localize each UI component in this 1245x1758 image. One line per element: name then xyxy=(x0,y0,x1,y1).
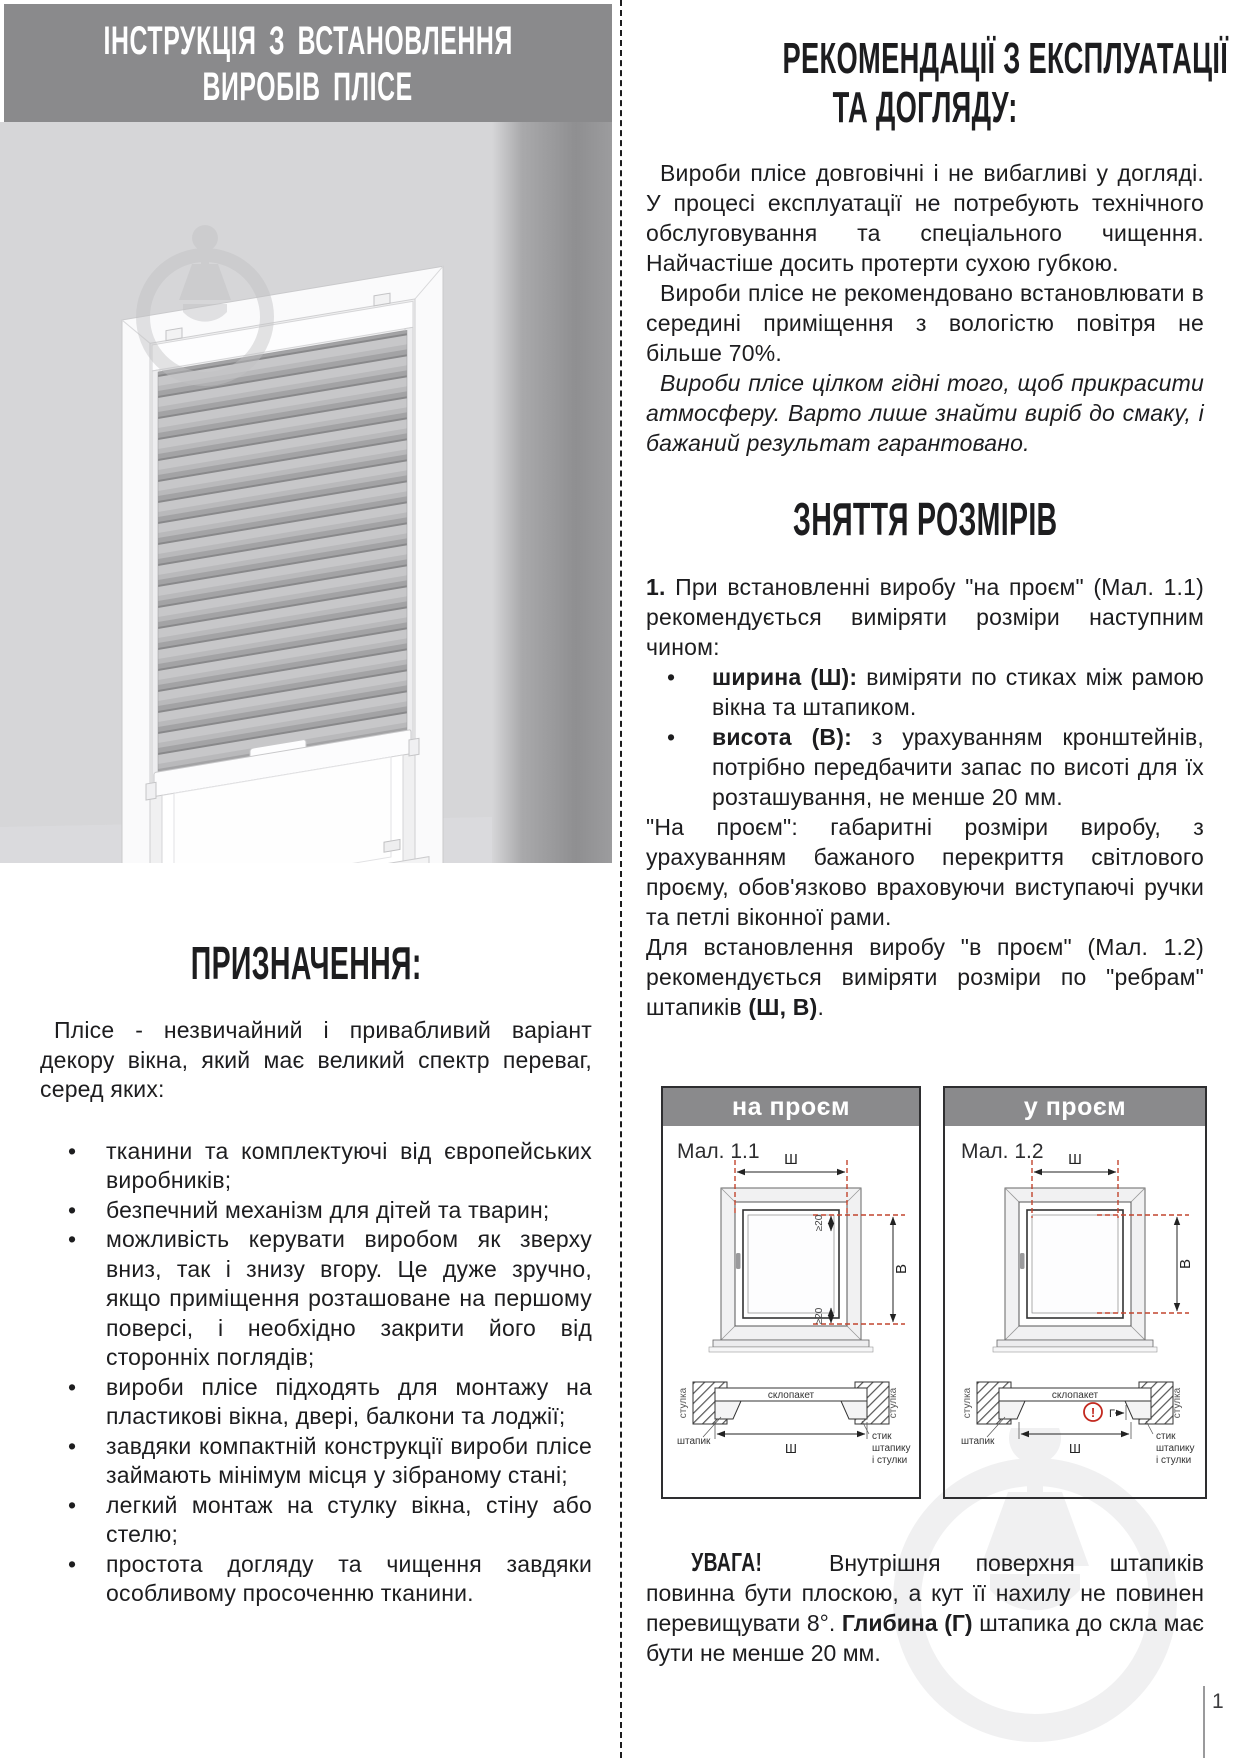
min20-label: ≥20 xyxy=(814,1307,825,1325)
v-proem-bold: (Ш, В) xyxy=(748,994,818,1020)
measuring-heading: ЗНЯТТЯ РОЗМІРІВ xyxy=(792,493,1058,545)
joint-label: штапику xyxy=(1156,1443,1195,1454)
width-dim-label: Ш xyxy=(1068,1151,1082,1168)
sash-hardware xyxy=(384,839,400,852)
care-heading: РЕКОМЕНДАЦІЇ З ЕКСПЛУАТАЦІЇ ТА ДОГЛЯДУ: xyxy=(782,34,1229,132)
list-item: • вироби плісе підходять для монтажу на пластикові вікна, двері, балкони та лоджії; xyxy=(40,1373,592,1432)
sash-label: стулка xyxy=(678,1387,689,1419)
list-item: • простота догляду та чищення завдяки особливому просоченню тканини. xyxy=(40,1550,592,1609)
diagram-1-header: на проєм xyxy=(663,1088,919,1126)
height-dim-label: В xyxy=(893,1263,910,1275)
care-paragraph-3: Вироби плісе цілком гідні того, щоб прикрасити атмосферу. Варто лише знайти виріб до смаку, і бажаний результат гарантовано. xyxy=(646,370,1204,456)
right-column-text xyxy=(646,34,1229,1022)
column-divider-dashed-line xyxy=(620,0,622,1758)
care-paragraph-1: Вироби плісе довговічні і не вибагливі у догляді. У процесі експлуатації не потребують технічного обслуговування та спеціального чищення. Найчастіше досить протерти сухою губкою. xyxy=(646,160,1204,276)
list-item: • легкий монтаж на стулку вікна, стіну або стелю; xyxy=(40,1491,592,1550)
width-dim-label: Ш xyxy=(784,1151,798,1168)
sash-label: стулка xyxy=(962,1387,973,1419)
diagram-na-proem xyxy=(661,1086,921,1499)
window-front-view xyxy=(709,1188,873,1352)
bead-label: штапик xyxy=(961,1436,995,1447)
list-item xyxy=(646,722,1204,812)
figure-label: Мал. 1.2 xyxy=(961,1140,1044,1163)
window-with-blind xyxy=(122,266,443,863)
v-proem-paragraph xyxy=(646,932,1204,1022)
glazing-label: склопакет xyxy=(1051,1390,1099,1401)
step-number: 1. xyxy=(646,574,666,600)
figure-1-2-drawing xyxy=(945,1126,1205,1493)
bead-label: штапик xyxy=(677,1436,711,1447)
care-paragraph-2: Вироби плісе не рекомендовано встановлювати в середині приміщення з вологістю повітря не більше 70%. xyxy=(646,280,1204,366)
measuring-step-1 xyxy=(646,572,1204,662)
pleated-blind-photo xyxy=(0,122,612,863)
width-text: виміряти по стиках між рамою вікна та штапиком. xyxy=(712,664,1204,720)
list-item: • тканини та комплектуючі від європейських виробників; xyxy=(40,1137,592,1196)
depth-dim-label: Г xyxy=(1109,1408,1115,1420)
left-header-title-line2: ВИРОБІВ ПЛІСЕ xyxy=(202,65,414,109)
joint-label: стик xyxy=(1156,1431,1176,1442)
width-dim-label: Ш xyxy=(785,1441,797,1456)
width-label: ширина (Ш): xyxy=(712,664,858,690)
sash-label: стулка xyxy=(888,1387,899,1419)
wall-corner-shadow xyxy=(492,122,612,863)
min20-label: ≥20 xyxy=(814,1214,825,1232)
mounting-bracket-right xyxy=(374,293,390,306)
left-header-banner xyxy=(4,4,612,124)
cross-section xyxy=(961,1382,1195,1466)
mounting-bracket-left xyxy=(166,328,182,341)
list-item xyxy=(646,662,1204,722)
attention-label: УВАГА! xyxy=(691,1547,763,1577)
joint-label: і стулки xyxy=(1156,1455,1192,1466)
list-item: • можливість керувати виробом як зверху вниз, так і знизу вгору. Це дуже зручно, якщо приміщення розташоване на першому поверсі, і необхідно закрити його від сторонніх поглядів; xyxy=(40,1225,592,1373)
attention-text-2: штапика до скла має бути не менше 20 мм. xyxy=(646,1610,1204,1666)
sash-label: стулка xyxy=(1172,1387,1183,1419)
joint-label: стик xyxy=(872,1431,892,1442)
na-proem-paragraph: "На проєм": габаритні розміри виробу, з урахуванням бажаного перекриття світлового проєму, обов'язково враховуючи виступаючі ручки та петлі віконної рами. xyxy=(646,814,1204,930)
cross-section xyxy=(677,1382,911,1466)
measuring-bullet-list xyxy=(646,662,1204,812)
purpose-bullet-list xyxy=(40,1137,592,1609)
window-front-view xyxy=(993,1188,1157,1352)
height-label: висота (В): xyxy=(712,724,852,750)
width-dim-label: Ш xyxy=(1069,1441,1081,1456)
attention-bold: Глибина (Г) xyxy=(841,1610,973,1636)
window-handle xyxy=(736,1253,741,1269)
v-proem-dot: . xyxy=(817,994,825,1020)
figure-label: Мал. 1.1 xyxy=(677,1140,760,1163)
list-item: • завдяки компактній конструкції вироби плісе займають мінімум місця у зібраному стані; xyxy=(40,1432,592,1491)
step-text: При встановленні виробу "на проєм" (Мал. 1.1) рекомендується виміряти розміри наступним чином: xyxy=(646,574,1204,660)
height-text: з урахуванням кронштейнів, потрібно передбачити запас по висоті для їх розташування, не менше 20 мм. xyxy=(712,724,1205,810)
diagram-2-header: у проєм xyxy=(945,1088,1205,1126)
window-handle xyxy=(1020,1253,1025,1269)
pleated-fabric xyxy=(158,330,407,772)
diagram-u-proem xyxy=(943,1086,1207,1499)
joint-label: і стулки xyxy=(872,1455,908,1466)
height-dim-label: В xyxy=(1177,1258,1194,1270)
attention-text-1: Внутрішня поверхня штапиків повинна бути плоскою, а кут її нахилу не повинен перевищувати 8°. xyxy=(646,1550,1204,1636)
page-number: 1 xyxy=(1212,1690,1224,1713)
list-item: • безпечний механізм для дітей та тварин; xyxy=(40,1196,592,1226)
v-proem-text: Для встановлення виробу "в проєм" (Мал. 1.2) рекомендується виміряти розміри по "ребрам" штапиків xyxy=(646,934,1204,1020)
purpose-text-block xyxy=(40,1016,592,1609)
left-header-title-line1: ІНСТРУКЦІЯ З ВСТАНОВЛЕННЯ xyxy=(103,19,513,63)
glazing-label: склопакет xyxy=(767,1390,815,1401)
attention-paragraph xyxy=(646,1547,1204,1668)
purpose-intro: Плісе - незвичайний і привабливий варіант декору вікна, який має великий спектр переваг, серед яких: xyxy=(40,1017,592,1102)
figure-1-1-drawing xyxy=(663,1126,919,1493)
warning-exclamation-icon: ! xyxy=(1090,1405,1096,1420)
joint-label: штапику xyxy=(872,1443,911,1454)
purpose-heading: ПРИЗНАЧЕННЯ: xyxy=(190,937,422,989)
